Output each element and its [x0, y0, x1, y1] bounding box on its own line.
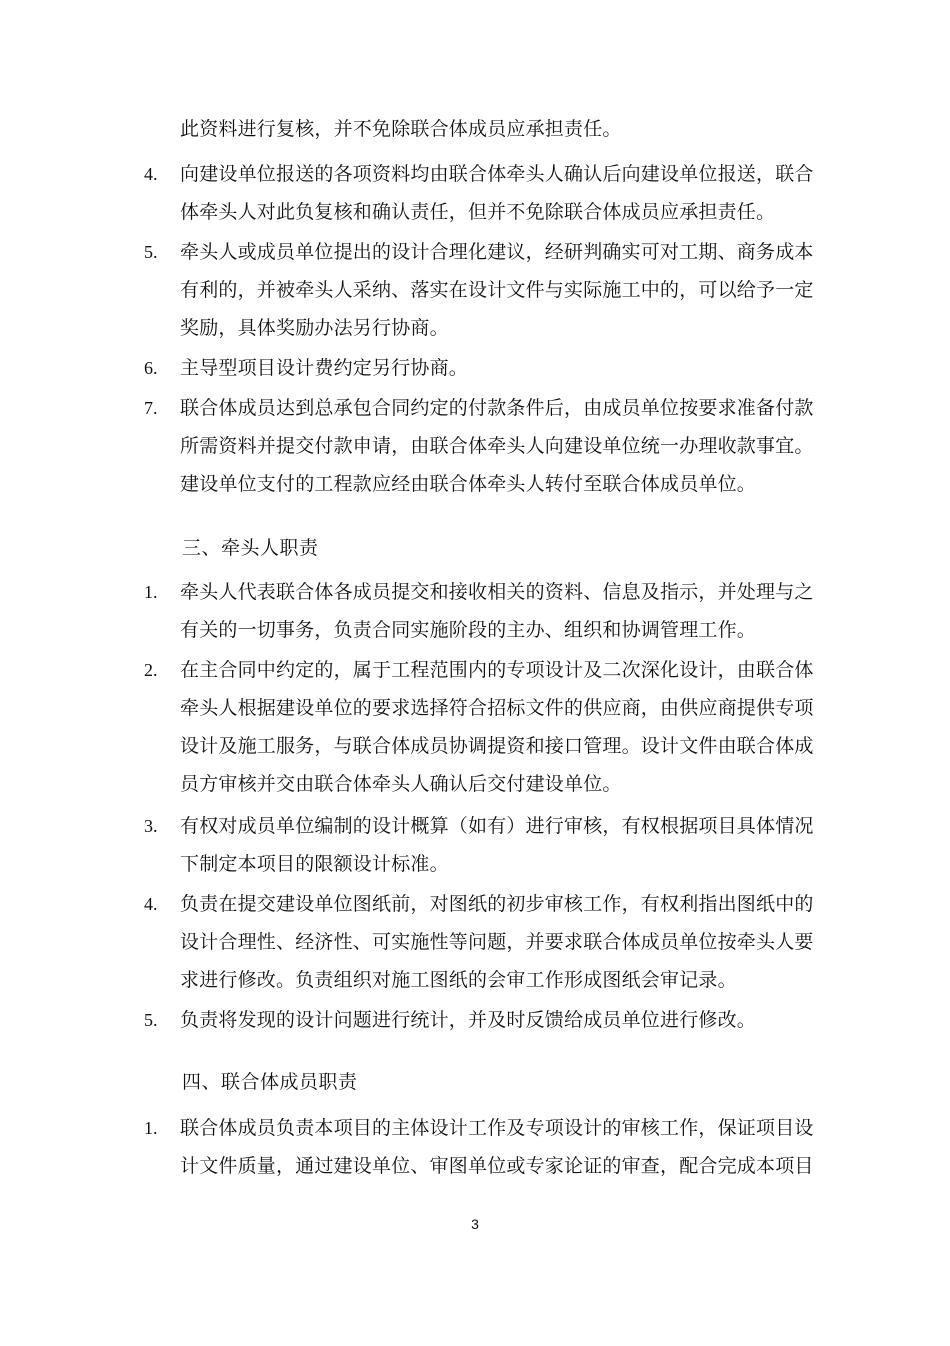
- paragraph-line: 有关的一切事务，负责合同实施阶段的主办、组织和协调管理工作。: [180, 619, 757, 641]
- list-number: 1.: [144, 1118, 158, 1138]
- paragraph-line: 在主合同中约定的，属于工程范围内的专项设计及二次深化设计，由联合体: [180, 659, 814, 681]
- list-number: 4.: [144, 164, 158, 184]
- paragraph-line: 员方审核并交由联合体牵头人确认后交付建设单位。: [180, 773, 622, 795]
- list-number: 5.: [144, 1010, 158, 1030]
- paragraph-line: 计文件质量，通过建设单位、审图单位或专家论证的审查，配合完成本项目: [180, 1155, 814, 1177]
- list-number: 2.: [144, 660, 158, 680]
- paragraph-line: 联合体成员负责本项目的主体设计工作及专项设计的审核工作，保证项目设: [180, 1117, 814, 1139]
- section-heading: 四、联合体成员职责: [182, 1071, 358, 1093]
- paragraph-line: 奖励，具体奖励办法另行协商。: [180, 317, 449, 339]
- paragraph-line: 求进行修改。负责组织对施工图纸的会审工作形成图纸会审记录。: [180, 969, 737, 991]
- paragraph-line: 有利的，并被牵头人采纳、落实在设计文件与实际施工中的，可以给予一定: [180, 279, 814, 301]
- paragraph-line: 下制定本项目的限额设计标准。: [180, 853, 449, 875]
- list-number: 7.: [144, 398, 158, 418]
- list-number: 6.: [144, 358, 158, 378]
- paragraph-line: 牵头人代表联合体各成员提交和接收相关的资料、信息及指示，并处理与之: [180, 581, 814, 603]
- paragraph-line: 此资料进行复核，并不免除联合体成员应承担责任。: [180, 118, 622, 140]
- section-heading: 三、牵头人职责: [182, 537, 319, 559]
- paragraph-line: 体牵头人对此负复核和确认责任，但并不免除联合体成员应承担责任。: [180, 201, 776, 223]
- paragraph-line: 所需资料并提交付款申请，由联合体牵头人向建设单位统一办理收款事宜。: [180, 435, 814, 457]
- paragraph-line: 设计及施工服务，与联合体成员协调提资和接口管理。设计文件由联合体成: [180, 735, 814, 757]
- paragraph-line: 牵头人或成员单位提出的设计合理化建议，经研判确实可对工期、商务成本: [180, 241, 814, 263]
- paragraph-line: 负责将发现的设计问题进行统计，并及时反馈给成员单位进行修改。: [180, 1009, 757, 1031]
- paragraph-line: 有权对成员单位编制的设计概算（如有）进行审核，有权根据项目具体情况: [180, 815, 814, 837]
- list-number: 3.: [144, 816, 158, 836]
- paragraph-line: 联合体成员达到总承包合同约定的付款条件后，由成员单位按要求准备付款: [180, 397, 814, 419]
- paragraph-line: 负责在提交建设单位图纸前，对图纸的初步审核工作，有权利指出图纸中的: [180, 893, 814, 915]
- paragraph-line: 建设单位支付的工程款应经由联合体牵头人转付至联合体成员单位。: [180, 473, 757, 495]
- list-number: 5.: [144, 242, 158, 262]
- paragraph-line: 向建设单位报送的各项资料均由联合体牵头人确认后向建设单位报送，联合: [180, 163, 814, 185]
- paragraph-line: 牵头人根据建设单位的要求选择符合招标文件的供应商，由供应商提供专项: [180, 697, 814, 719]
- paragraph-line: 主导型项目设计费约定另行协商。: [180, 357, 469, 379]
- list-number: 1.: [144, 582, 158, 602]
- page-number: 3: [471, 1216, 479, 1232]
- paragraph-line: 设计合理性、经济性、可实施性等问题，并要求联合体成员单位按牵头人要: [180, 931, 814, 953]
- list-number: 4.: [144, 894, 158, 914]
